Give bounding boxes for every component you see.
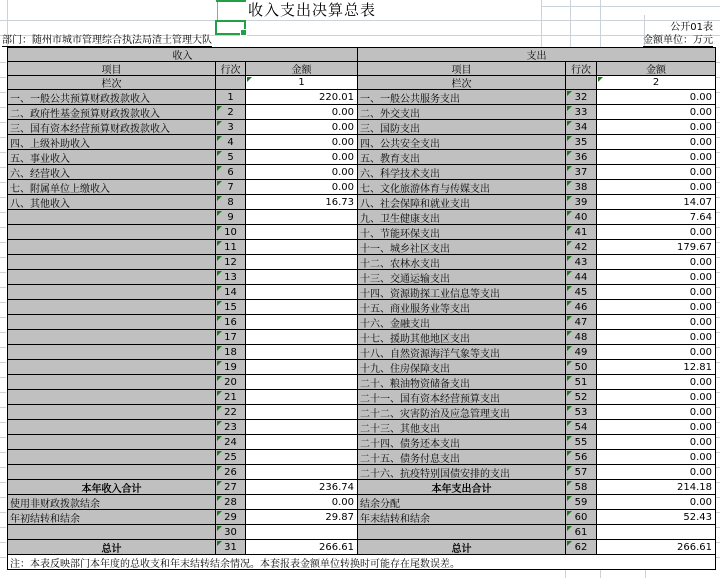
cell-flag-triangle-icon bbox=[217, 406, 222, 411]
cell-flag-triangle-icon bbox=[217, 271, 222, 276]
income-line-cell[interactable]: 8 bbox=[216, 195, 246, 210]
expense-lanci-line-cell[interactable] bbox=[566, 76, 597, 90]
expense-line-cell[interactable]: 62 bbox=[566, 540, 597, 555]
income-item-cell[interactable] bbox=[8, 465, 216, 480]
cell-flag-triangle-icon bbox=[567, 256, 572, 261]
expense-line-cell[interactable]: 34 bbox=[566, 120, 597, 135]
expense-item-cell[interactable]: 结余分配 bbox=[358, 495, 566, 510]
income-item-cell[interactable] bbox=[8, 345, 216, 360]
income-item-cell[interactable] bbox=[8, 405, 216, 420]
cell-flag-triangle-icon bbox=[217, 241, 222, 246]
income-amount-cell[interactable]: 0.00 bbox=[246, 495, 358, 510]
expense-item-cell[interactable]: 四、公共安全支出 bbox=[358, 135, 566, 150]
expense-line-cell[interactable]: 37 bbox=[566, 165, 597, 180]
table-footnote: 注：本表反映部门本年度的总收支和年末结转结余情况。本套报表金额单位转换时可能存在尾数误差。 bbox=[10, 558, 460, 569]
cell-flag-triangle-icon bbox=[217, 346, 222, 351]
expense-section-header[interactable]: 支出 bbox=[358, 48, 715, 62]
expense-amount-cell[interactable]: 0.00 bbox=[597, 345, 715, 360]
income-line-cell[interactable]: 21 bbox=[216, 390, 246, 405]
income-item-cell[interactable] bbox=[8, 300, 216, 315]
income-amount-column-header[interactable]: 金额 bbox=[246, 62, 358, 76]
income-item-cell[interactable]: 本年收入合计 bbox=[8, 480, 216, 495]
expense-line-cell[interactable]: 46 bbox=[566, 300, 597, 315]
cell-flag-triangle-icon bbox=[567, 331, 572, 336]
income-lanci-label[interactable]: 栏次 bbox=[8, 76, 216, 90]
cell-flag-triangle-icon bbox=[598, 77, 603, 82]
income-line-cell[interactable]: 15 bbox=[216, 300, 246, 315]
income-item-cell[interactable] bbox=[8, 285, 216, 300]
cell-flag-triangle-icon bbox=[217, 256, 222, 261]
income-item-cell[interactable] bbox=[8, 330, 216, 345]
expense-item-cell[interactable]: 七、文化旅游体育与传媒支出 bbox=[358, 180, 566, 195]
income-col-index-cell[interactable]: 1 bbox=[246, 76, 358, 90]
income-amount-cell[interactable] bbox=[246, 210, 358, 225]
income-item-column-header[interactable]: 项目 bbox=[8, 62, 216, 76]
sheet-gridline-strip bbox=[0, 48, 6, 569]
income-item-cell[interactable] bbox=[8, 525, 216, 540]
cell-flag-triangle-icon bbox=[217, 391, 222, 396]
income-amount-cell[interactable] bbox=[246, 315, 358, 330]
cell-flag-triangle-icon bbox=[567, 421, 572, 426]
expense-amount-cell[interactable]: 0.00 bbox=[597, 450, 715, 465]
income-amount-cell[interactable]: 0.00 bbox=[246, 165, 358, 180]
expense-amount-cell[interactable]: 0.00 bbox=[597, 255, 715, 270]
income-item-cell[interactable]: 二、政府性基金预算财政拨款收入 bbox=[8, 105, 216, 120]
income-line-cell[interactable]: 11 bbox=[216, 240, 246, 255]
income-line-cell[interactable]: 16 bbox=[216, 315, 246, 330]
active-cell-selection[interactable] bbox=[215, 20, 246, 35]
cell-flag-triangle-icon bbox=[217, 151, 222, 156]
cell-flag-triangle-icon bbox=[217, 436, 222, 441]
income-line-cell[interactable]: 18 bbox=[216, 345, 246, 360]
cell-flag-triangle-icon bbox=[567, 226, 572, 231]
expense-amount-cell[interactable]: 0.00 bbox=[597, 270, 715, 285]
expense-line-cell[interactable]: 61 bbox=[566, 525, 597, 540]
cell-flag-triangle-icon bbox=[217, 196, 222, 201]
cell-flag-triangle-icon bbox=[567, 106, 572, 111]
income-item-cell[interactable]: 四、上级补助收入 bbox=[8, 135, 216, 150]
income-line-cell[interactable]: 31 bbox=[216, 540, 246, 555]
expense-item-cell[interactable]: 三、国防支出 bbox=[358, 120, 566, 135]
sheet-gridline bbox=[541, 6, 720, 7]
income-amount-cell[interactable]: 16.73 bbox=[246, 195, 358, 210]
income-item-cell[interactable]: 年初结转和结余 bbox=[8, 510, 216, 525]
income-amount-cell[interactable] bbox=[246, 420, 358, 435]
sheet-gridline bbox=[600, 569, 601, 578]
expense-amount-cell[interactable]: 12.81 bbox=[597, 360, 715, 375]
expense-item-cell[interactable]: 十一、城乡社区支出 bbox=[358, 240, 566, 255]
income-line-cell[interactable]: 30 bbox=[216, 525, 246, 540]
income-line-column-header[interactable]: 行次 bbox=[216, 62, 246, 76]
income-line-cell[interactable]: 13 bbox=[216, 270, 246, 285]
income-amount-cell[interactable] bbox=[246, 240, 358, 255]
expense-amount-column-header[interactable]: 金额 bbox=[597, 62, 715, 76]
expense-line-cell[interactable]: 49 bbox=[566, 345, 597, 360]
income-item-cell[interactable] bbox=[8, 375, 216, 390]
sheet-gridline bbox=[0, 20, 720, 21]
income-line-cell[interactable]: 1 bbox=[216, 90, 246, 105]
income-line-cell[interactable]: 3 bbox=[216, 120, 246, 135]
expense-item-cell[interactable]: 十七、援助其他地区支出 bbox=[358, 330, 566, 345]
expense-line-cell[interactable]: 52 bbox=[566, 390, 597, 405]
income-line-cell[interactable]: 17 bbox=[216, 330, 246, 345]
cell-flag-triangle-icon bbox=[217, 526, 222, 531]
expense-amount-cell[interactable]: 0.00 bbox=[597, 120, 715, 135]
expense-item-cell[interactable]: 二、外交支出 bbox=[358, 105, 566, 120]
expense-line-cell[interactable]: 48 bbox=[566, 330, 597, 345]
cell-flag-triangle-icon bbox=[217, 121, 222, 126]
cell-flag-triangle-icon bbox=[217, 481, 222, 486]
income-section-header[interactable]: 收入 bbox=[8, 48, 358, 62]
expense-amount-cell[interactable]: 266.61 bbox=[597, 540, 715, 555]
income-line-cell[interactable]: 10 bbox=[216, 225, 246, 240]
expense-line-cell[interactable]: 45 bbox=[566, 285, 597, 300]
income-line-cell[interactable]: 19 bbox=[216, 360, 246, 375]
report-title: 收入支出决算总表 bbox=[247, 1, 376, 19]
budget-table bbox=[7, 47, 716, 570]
income-item-cell[interactable]: 五、事业收入 bbox=[8, 150, 216, 165]
income-amount-cell[interactable] bbox=[246, 375, 358, 390]
income-line-cell[interactable]: 22 bbox=[216, 405, 246, 420]
income-item-cell[interactable] bbox=[8, 255, 216, 270]
expense-amount-cell[interactable]: 0.00 bbox=[597, 375, 715, 390]
expense-item-cell[interactable]: 十八、自然资源海洋气象等支出 bbox=[358, 345, 566, 360]
cell-flag-triangle-icon bbox=[567, 481, 572, 486]
income-line-cell[interactable]: 14 bbox=[216, 285, 246, 300]
income-amount-cell[interactable] bbox=[246, 270, 358, 285]
expense-item-cell[interactable]: 十、节能环保支出 bbox=[358, 225, 566, 240]
expense-amount-cell[interactable]: 0.00 bbox=[597, 180, 715, 195]
income-item-cell[interactable]: 八、其他收入 bbox=[8, 195, 216, 210]
expense-amount-cell[interactable]: 0.00 bbox=[597, 315, 715, 330]
income-amount-cell[interactable] bbox=[246, 405, 358, 420]
income-amount-cell[interactable] bbox=[246, 390, 358, 405]
cell-flag-triangle-icon bbox=[567, 346, 572, 351]
selection-artifact bbox=[216, 0, 246, 2]
income-item-cell[interactable] bbox=[8, 225, 216, 240]
income-amount-cell[interactable]: 236.74 bbox=[246, 480, 358, 495]
expense-item-cell[interactable]: 一、一般公共服务支出 bbox=[358, 90, 566, 105]
cell-flag-triangle-icon bbox=[217, 136, 222, 141]
income-amount-cell[interactable] bbox=[246, 450, 358, 465]
sheet-gridline-strip bbox=[716, 48, 720, 569]
expense-item-cell[interactable]: 二十、粮油物资储备支出 bbox=[358, 375, 566, 390]
expense-amount-cell[interactable]: 0.00 bbox=[597, 225, 715, 240]
cell-flag-triangle-icon bbox=[567, 526, 572, 531]
cell-flag-triangle-icon bbox=[567, 136, 572, 141]
expense-amount-cell[interactable] bbox=[597, 525, 715, 540]
expense-line-cell[interactable]: 32 bbox=[566, 90, 597, 105]
income-line-cell[interactable]: 23 bbox=[216, 420, 246, 435]
cell-flag-triangle-icon bbox=[567, 541, 572, 546]
cell-flag-triangle-icon bbox=[567, 316, 572, 321]
income-line-cell[interactable]: 12 bbox=[216, 255, 246, 270]
cell-flag-triangle-icon bbox=[567, 121, 572, 126]
income-item-cell[interactable]: 使用非财政拨款结余 bbox=[8, 495, 216, 510]
expense-amount-cell[interactable]: 0.00 bbox=[597, 300, 715, 315]
income-item-cell[interactable] bbox=[8, 240, 216, 255]
income-item-cell[interactable]: 七、附属单位上缴收入 bbox=[8, 180, 216, 195]
cell-flag-triangle-icon bbox=[217, 331, 222, 336]
expense-amount-cell[interactable]: 0.00 bbox=[597, 105, 715, 120]
cell-flag-triangle-icon bbox=[217, 376, 222, 381]
expense-amount-cell[interactable]: 14.07 bbox=[597, 195, 715, 210]
expense-line-cell[interactable]: 57 bbox=[566, 465, 597, 480]
cell-flag-triangle-icon bbox=[217, 511, 222, 516]
expense-line-cell[interactable]: 60 bbox=[566, 510, 597, 525]
expense-lanci-label[interactable]: 栏次 bbox=[358, 76, 566, 90]
income-line-cell[interactable]: 4 bbox=[216, 135, 246, 150]
expense-line-cell[interactable]: 53 bbox=[566, 405, 597, 420]
expense-line-cell[interactable]: 51 bbox=[566, 375, 597, 390]
expense-amount-cell[interactable]: 0.00 bbox=[597, 330, 715, 345]
cell-flag-triangle-icon bbox=[567, 211, 572, 216]
expense-item-cell[interactable]: 八、社会保障和就业支出 bbox=[358, 195, 566, 210]
expense-item-cell[interactable]: 二十六、抗疫特别国债安排的支出 bbox=[358, 465, 566, 480]
income-line-cell[interactable]: 7 bbox=[216, 180, 246, 195]
fill-handle[interactable] bbox=[240, 29, 247, 36]
cell-flag-triangle-icon bbox=[217, 181, 222, 186]
income-amount-cell[interactable]: 266.61 bbox=[246, 540, 358, 555]
expense-line-cell[interactable]: 40 bbox=[566, 210, 597, 225]
expense-item-column-header[interactable]: 项目 bbox=[358, 62, 566, 76]
income-item-cell[interactable] bbox=[8, 390, 216, 405]
income-line-cell[interactable]: 28 bbox=[216, 495, 246, 510]
income-line-cell[interactable]: 5 bbox=[216, 150, 246, 165]
income-amount-cell[interactable] bbox=[246, 345, 358, 360]
cell-flag-triangle-icon bbox=[567, 436, 572, 441]
income-item-cell[interactable] bbox=[8, 360, 216, 375]
cell-flag-triangle-icon bbox=[567, 166, 572, 171]
expense-line-cell[interactable]: 43 bbox=[566, 255, 597, 270]
income-line-cell[interactable]: 20 bbox=[216, 375, 246, 390]
expense-item-cell[interactable]: 五、教育支出 bbox=[358, 150, 566, 165]
expense-line-cell[interactable]: 56 bbox=[566, 450, 597, 465]
cell-flag-triangle-icon bbox=[567, 511, 572, 516]
department-label: 部门：随州市城市管理综合执法局渣土管理大队 bbox=[2, 35, 212, 46]
cell-flag-triangle-icon bbox=[217, 301, 222, 306]
expense-item-cell[interactable]: 十二、农林水支出 bbox=[358, 255, 566, 270]
income-line-cell[interactable]: 2 bbox=[216, 105, 246, 120]
income-amount-cell[interactable] bbox=[246, 360, 358, 375]
expense-amount-cell[interactable]: 0.00 bbox=[597, 465, 715, 480]
income-amount-cell[interactable] bbox=[246, 435, 358, 450]
expense-item-cell[interactable]: 本年支出合计 bbox=[358, 480, 566, 495]
sheet-gridline bbox=[541, 0, 542, 47]
income-amount-cell[interactable] bbox=[246, 465, 358, 480]
income-amount-cell[interactable]: 0.00 bbox=[246, 105, 358, 120]
income-amount-cell[interactable]: 29.87 bbox=[246, 510, 358, 525]
expense-item-cell[interactable]: 二十三、其他支出 bbox=[358, 420, 566, 435]
cell-flag-triangle-icon bbox=[217, 211, 222, 216]
income-line-cell[interactable]: 6 bbox=[216, 165, 246, 180]
cell-flag-triangle-icon bbox=[567, 301, 572, 306]
expense-item-cell[interactable]: 二十五、债务付息支出 bbox=[358, 450, 566, 465]
cell-flag-triangle-icon bbox=[217, 226, 222, 231]
expense-line-cell[interactable]: 59 bbox=[566, 495, 597, 510]
cell-flag-triangle-icon bbox=[217, 466, 222, 471]
expense-amount-cell[interactable]: 0.00 bbox=[597, 135, 715, 150]
expense-line-cell[interactable]: 55 bbox=[566, 435, 597, 450]
expense-item-cell[interactable]: 二十二、灾害防治及应急管理支出 bbox=[358, 405, 566, 420]
cell-flag-triangle-icon bbox=[567, 286, 572, 291]
expense-amount-cell[interactable]: 52.43 bbox=[597, 510, 715, 525]
expense-line-cell[interactable]: 36 bbox=[566, 150, 597, 165]
cell-flag-triangle-icon bbox=[567, 391, 572, 396]
cell-flag-triangle-icon bbox=[567, 196, 572, 201]
expense-amount-cell[interactable]: 0.00 bbox=[597, 90, 715, 105]
income-item-cell[interactable] bbox=[8, 315, 216, 330]
cell-flag-triangle-icon bbox=[217, 361, 222, 366]
cell-flag-triangle-icon bbox=[567, 91, 572, 96]
expense-item-cell[interactable]: 总计 bbox=[358, 540, 566, 555]
doc-code-label: 公开01表 bbox=[670, 22, 713, 33]
income-line-cell[interactable]: 26 bbox=[216, 465, 246, 480]
income-amount-cell[interactable]: 0.00 bbox=[246, 150, 358, 165]
expense-amount-cell[interactable]: 0.00 bbox=[597, 420, 715, 435]
income-item-cell[interactable] bbox=[8, 450, 216, 465]
sheet-gridline bbox=[565, 569, 566, 578]
income-item-cell[interactable]: 三、国有资本经营预算财政拨款收入 bbox=[8, 120, 216, 135]
cell-flag-triangle-icon bbox=[567, 376, 572, 381]
expense-line-cell[interactable]: 38 bbox=[566, 180, 597, 195]
income-amount-cell[interactable] bbox=[246, 255, 358, 270]
expense-amount-cell[interactable]: 0.00 bbox=[597, 150, 715, 165]
cell-flag-triangle-icon bbox=[567, 181, 572, 186]
expense-amount-cell[interactable]: 0.00 bbox=[597, 390, 715, 405]
income-item-cell[interactable] bbox=[8, 420, 216, 435]
income-amount-cell[interactable] bbox=[246, 285, 358, 300]
cell-flag-triangle-icon bbox=[567, 406, 572, 411]
expense-line-cell[interactable]: 47 bbox=[566, 315, 597, 330]
expense-amount-cell[interactable]: 0.00 bbox=[597, 495, 715, 510]
cell-flag-triangle-icon bbox=[217, 316, 222, 321]
income-item-cell[interactable]: 六、经营收入 bbox=[8, 165, 216, 180]
income-amount-cell[interactable] bbox=[246, 225, 358, 240]
expense-item-cell[interactable]: 二十四、债务还本支出 bbox=[358, 435, 566, 450]
income-item-cell[interactable] bbox=[8, 435, 216, 450]
cell-flag-triangle-icon bbox=[567, 241, 572, 246]
expense-item-cell[interactable]: 十九、住房保障支出 bbox=[358, 360, 566, 375]
cell-flag-triangle-icon bbox=[567, 466, 572, 471]
expense-line-cell[interactable]: 41 bbox=[566, 225, 597, 240]
expense-line-cell[interactable]: 35 bbox=[566, 135, 597, 150]
expense-amount-cell[interactable]: 214.18 bbox=[597, 480, 715, 495]
income-amount-cell[interactable] bbox=[246, 330, 358, 345]
income-item-cell[interactable] bbox=[8, 210, 216, 225]
expense-line-cell[interactable]: 58 bbox=[566, 480, 597, 495]
expense-amount-cell[interactable]: 0.00 bbox=[597, 165, 715, 180]
income-amount-cell[interactable]: 220.01 bbox=[246, 90, 358, 105]
expense-item-cell[interactable]: 二十一、国有资本经营预算支出 bbox=[358, 390, 566, 405]
income-line-cell[interactable]: 27 bbox=[216, 480, 246, 495]
income-line-cell[interactable]: 9 bbox=[216, 210, 246, 225]
expense-line-cell[interactable]: 44 bbox=[566, 270, 597, 285]
income-amount-cell[interactable] bbox=[246, 525, 358, 540]
expense-amount-cell[interactable]: 0.00 bbox=[597, 285, 715, 300]
cell-flag-triangle-icon bbox=[567, 271, 572, 276]
expense-item-cell[interactable]: 十六、金融支出 bbox=[358, 315, 566, 330]
cell-flag-triangle-icon bbox=[567, 151, 572, 156]
cell-flag-triangle-icon bbox=[217, 166, 222, 171]
cell-flag-triangle-icon bbox=[217, 286, 222, 291]
expense-line-cell[interactable]: 50 bbox=[566, 360, 597, 375]
cell-flag-triangle-icon bbox=[567, 361, 572, 366]
expense-item-cell[interactable]: 九、卫生健康支出 bbox=[358, 210, 566, 225]
sheet-gridline bbox=[600, 0, 601, 47]
expense-item-cell[interactable]: 六、科学技术支出 bbox=[358, 165, 566, 180]
sheet-gridline bbox=[645, 569, 646, 578]
income-line-cell[interactable]: 29 bbox=[216, 510, 246, 525]
cell-flag-triangle-icon bbox=[217, 421, 222, 426]
expense-amount-cell[interactable]: 7.64 bbox=[597, 210, 715, 225]
cell-flag-triangle-icon bbox=[217, 496, 222, 501]
expense-line-cell[interactable]: 54 bbox=[566, 420, 597, 435]
sheet-gridline bbox=[570, 0, 571, 47]
expense-line-cell[interactable]: 33 bbox=[566, 105, 597, 120]
expense-item-cell[interactable]: 年末结转和结余 bbox=[358, 510, 566, 525]
income-amount-cell[interactable] bbox=[246, 300, 358, 315]
cell-flag-triangle-icon bbox=[217, 541, 222, 546]
expense-item-cell[interactable]: 十三、交通运输支出 bbox=[358, 270, 566, 285]
expense-amount-cell[interactable]: 179.67 bbox=[597, 240, 715, 255]
expense-item-cell[interactable]: 十四、资源勘探工业信息等支出 bbox=[358, 285, 566, 300]
income-amount-cell[interactable]: 0.00 bbox=[246, 120, 358, 135]
cell-flag-triangle-icon bbox=[567, 451, 572, 456]
expense-line-cell[interactable]: 42 bbox=[566, 240, 597, 255]
income-line-cell[interactable]: 24 bbox=[216, 435, 246, 450]
cell-flag-triangle-icon bbox=[217, 451, 222, 456]
expense-item-cell[interactable]: 十五、商业服务业等支出 bbox=[358, 300, 566, 315]
expense-line-cell[interactable]: 39 bbox=[566, 195, 597, 210]
expense-line-column-header[interactable]: 行次 bbox=[566, 62, 597, 76]
amount-unit-label: 金额单位：万元 bbox=[643, 35, 713, 46]
cell-flag-triangle-icon bbox=[247, 77, 252, 82]
income-lanci-line-cell[interactable] bbox=[216, 76, 246, 90]
cell-flag-triangle-icon bbox=[567, 496, 572, 501]
income-line-cell[interactable]: 25 bbox=[216, 450, 246, 465]
income-item-cell[interactable] bbox=[8, 270, 216, 285]
expense-item-cell[interactable] bbox=[358, 525, 566, 540]
expense-amount-cell[interactable]: 0.00 bbox=[597, 435, 715, 450]
expense-amount-cell[interactable]: 0.00 bbox=[597, 405, 715, 420]
cell-flag-triangle-icon bbox=[217, 106, 222, 111]
income-amount-cell[interactable]: 0.00 bbox=[246, 135, 358, 150]
income-item-cell[interactable]: 一、一般公共预算财政拨款收入 bbox=[8, 90, 216, 105]
income-item-cell[interactable]: 总计 bbox=[8, 540, 216, 555]
income-amount-cell[interactable]: 0.00 bbox=[246, 180, 358, 195]
expense-col-index-cell[interactable]: 2 bbox=[597, 76, 715, 90]
